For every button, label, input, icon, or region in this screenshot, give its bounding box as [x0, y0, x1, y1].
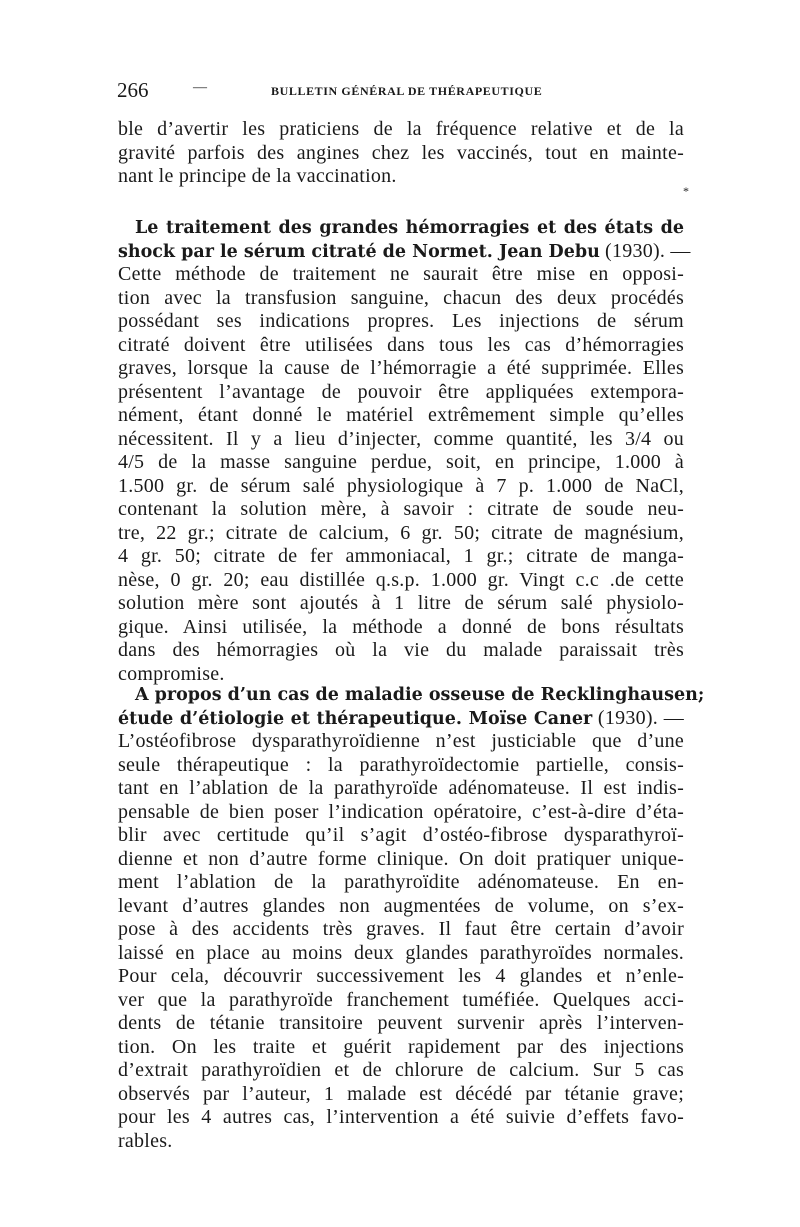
text-line: solution mère sont ajoutés à 1 litre de sérum salé physiolo- — [118, 592, 684, 614]
text-line: pose à des accidents très graves. Il faut être certain d’avoir — [118, 918, 684, 940]
text-line: 4 gr. 50; citrate de fer ammoniacal, 1 gr.; citrate de manga- — [118, 545, 684, 567]
article-title-continued — [118, 707, 684, 731]
text-line: pour les 4 autres cas, l’intervention a été suivie d’effets favo- — [118, 1106, 684, 1128]
article-year: (1930). — — [599, 239, 691, 262]
text-line: présentent l’avantage de pouvoir être appliquées extempora- — [118, 380, 684, 403]
article-title — [118, 216, 684, 240]
article-title-author: shock par le sérum citraté de Normet. Jean Debu — [118, 241, 600, 262]
text-line: 4/5 de la masse sanguine perdue, soit, en principe, 1.000 à — [118, 451, 684, 473]
text-line: nant le principe de la vaccination. — [118, 165, 397, 187]
article-recklinghausen — [118, 683, 705, 1153]
text-line: tion. On les traite et guérit rapidement par des injections — [118, 1035, 684, 1058]
text-line: tre, 22 gr.; citrate de calcium, 6 gr. 50; citrate de magnésium, — [118, 521, 684, 544]
text-line: gravité parfois des angines chez les vaccinés, tout en mainte- — [118, 141, 684, 164]
text-line: observés par l’auteur, 1 malade est décédé par tétanie grave; — [118, 1082, 684, 1105]
text-line: d’extrait parathyroïdien et de chlorure de calcium. Sur 5 cas — [118, 1059, 684, 1081]
text-line: compromise. — [118, 662, 225, 685]
text-line: laissé en place au moins deux glandes parathyroïdes normales. — [118, 941, 684, 964]
article-year: (1930). — — [592, 706, 684, 729]
text-line: ment l’ablation de la parathyroïdite adénomateuse. En en- — [118, 871, 684, 893]
stray-mark: * — [683, 184, 689, 198]
text-line: gique. Ainsi utilisée, la méthode a donné de bons résultats — [118, 615, 684, 638]
text-line: dents de tétanie transitoire peuvent survenir après l’interven- — [118, 1012, 684, 1034]
text-line: rables. — [118, 1129, 173, 1152]
text-line: nèse, 0 gr. 20; eau distillée q.s.p. 1.000 gr. Vingt c.c .de cette — [118, 568, 684, 591]
article-title-author: étude d’étiologie et thérapeutique. Moïse Caner — [118, 708, 593, 729]
header-dash: — — [193, 80, 207, 95]
running-title: BULLETIN GÉNÉRAL DE THÉRAPEUTIQUE — [271, 84, 543, 98]
text-line: pensable de bien poser l’indication opératoire, c’est-à-dire d’éta- — [118, 800, 684, 823]
text-line: Cette méthode de traitement ne saurait être mise en opposi- — [118, 263, 684, 285]
text-line: Pour cela, découvrir successivement les 4 glandes et n’enle- — [118, 965, 684, 987]
text-line: L’ostéofibrose dysparathyroïdienne n’est justiciable que d’une — [118, 730, 684, 752]
text-line: blir avec certitude qu’il s’agit d’ostéo-fibrose dysparathyroï- — [118, 824, 684, 846]
text-line: graves, lorsque la cause de l’hémorragie a été supprimée. Elles — [118, 357, 684, 379]
text-line: levant d’autres glandes non augmentées de volume, on s’ex- — [118, 894, 684, 917]
article-title — [118, 683, 705, 707]
page-number: 266 — [117, 78, 149, 102]
text-line: dienne et non d’autre forme clinique. On doit pratiquer unique- — [118, 847, 684, 870]
text-line: ble d’avertir les praticiens de la fréquence relative et de la — [118, 118, 684, 140]
text-line: ver que la parathyroïde franchement tuméfiée. Quelques acci- — [118, 988, 684, 1011]
article-hemorrhages — [118, 216, 691, 686]
article-title-continued — [118, 239, 691, 264]
text-line: dans des hémorragies où la vie du malade paraissait très — [118, 639, 684, 661]
text-line: tion avec la transfusion sanguine, chacun des deux procédés — [118, 286, 684, 309]
text-line: citraté doivent être utilisées dans tous les cas d’hémorragies — [118, 333, 684, 356]
text-line: nément, étant donné le matériel extrêmement simple qu’elles — [118, 404, 684, 426]
text-line: tant en l’ablation de la parathyroïde adénomateuse. Il est indis- — [118, 777, 684, 799]
text-line: nécessitent. Il y a lieu d’injecter, comme quantité, les 3/4 ou — [118, 427, 684, 450]
article-title-line: Le traitement des grandes hémorragies et des états de — [135, 218, 684, 238]
text-line: possédant ses indications propres. Les injections de sérum — [118, 310, 684, 332]
text-line: 1.500 gr. de sérum salé physiologique à 7 p. 1.000 de NaCl, — [118, 474, 684, 497]
article-title-line: A propos d’un cas de maladie osseuse de Recklinghausen; — [135, 685, 705, 705]
text-line: seule thérapeutique : la parathyroïdectomie partielle, consis- — [118, 753, 684, 776]
intro-paragraph — [118, 118, 684, 189]
text-line: contenant la solution mère, à savoir : citrate de soude neu- — [118, 498, 684, 520]
